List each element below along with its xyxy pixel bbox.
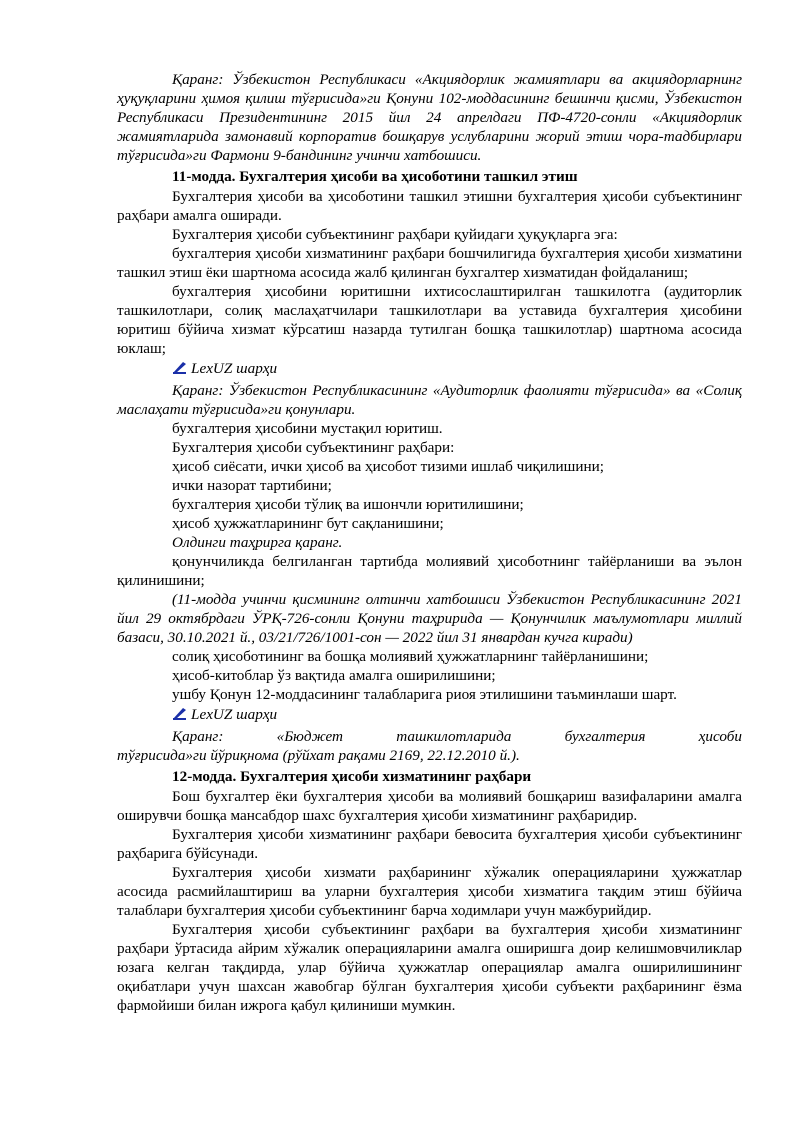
lexuz-comment-label: LexUZ шарҳи xyxy=(191,360,278,377)
article-11-p14: ушбу Қонун 12-моддасининг талабларига риоя этилишини таъминлаши шарт. xyxy=(172,686,677,703)
lexuz-comment-link-2[interactable] xyxy=(117,705,742,725)
note-reference-4-line2: тўғрисида»ги йўриқнома (рўйхат рақами 2169, 22.12.2010 й.). xyxy=(117,747,520,764)
lexuz-pen-icon xyxy=(172,706,187,725)
article-11-p1: Бухгалтерия ҳисоби ва ҳисоботини ташкил этишни бухгалтерия ҳисоби субъектининг раҳбари амалга оширади. xyxy=(117,188,742,224)
note-reference-4-line1: Қаранг: «Бюджет ташкилотларида бухгалтерия ҳисоби xyxy=(172,728,742,745)
amendment-note: (11-модда учинчи қисмининг олтинчи хатбошиси Ўзбекистон Республикасининг 2021 йил 29 октябрдаги ЎРҚ-726-сонли Қонуни таҳририда — Қонунчилик маълумотлари миллий базаси, 30.10.2021 й., 03/21/726/1001-сон — 2022 йил 31 январдан кучга киради) xyxy=(117,591,742,646)
lexuz-comment-link-1[interactable] xyxy=(117,359,742,379)
article-12-p1: Бош бухгалтер ёки бухгалтерия ҳисоби ва молиявий бошқариш вазифаларини амалга оширувчи бошқа мансабдор шахс бухгалтерия ҳисоби хизматининг раҳбаридир. xyxy=(117,788,742,824)
article-11-p8: ички назорат тартибини; xyxy=(172,477,332,494)
article-11-p12: солиқ ҳисоботининг ва бошқа молиявий ҳужжатларнинг тайёрланишини; xyxy=(172,648,649,665)
lexuz-pen-icon xyxy=(172,360,187,379)
note-reference-1: Қаранг: Ўзбекистон Республикаси «Акциядорлик жамиятлари ва акциядорларнинг ҳуқуқларини ҳимоя қилиш тўғрисида»ги Қонуни 102-моддасининг бешинчи қисми, Ўзбекистон Республикаси Президентининг 2015 йил 24 апрелдаги ПФ-4720-сонли «Акциядорлик жамиятларида замонавий корпоратив бошқарув услубларини жорий этиш чора-тадбирлари тўғрисида»ги Фармони 9-бандининг учинчи хатбошиси. xyxy=(117,71,742,164)
article-12-p2: Бухгалтерия ҳисоби хизматининг раҳбари бевосита бухгалтерия ҳисоби субъектининг раҳбарига бўйсунади. xyxy=(117,826,742,862)
article-11-p3: бухгалтерия ҳисоби хизматининг раҳбари бошчилигида бухгалтерия ҳисоби хизматини ташкил этиш ёки шартнома асосида жалб қилинган бухгалтер хизматидан фойдаланиш; xyxy=(117,245,742,281)
article-11-p6: Бухгалтерия ҳисоби субъектининг раҳбари: xyxy=(172,439,455,456)
article-11-p2: Бухгалтерия ҳисоби субъектининг раҳбари қуйидаги ҳуқуқларга эга: xyxy=(172,226,618,243)
article-12-p3: Бухгалтерия ҳисоби хизмати раҳбарининг хўжалик операцияларини ҳужжатлар асосида расмийлаштириш ва уларни бухгалтерия ҳисоби хизматига тақдим этиш бўйича талаблари бухгалтерия ҳисоби субъектининг барча ходимлари учун мажбурийдир. xyxy=(117,864,742,919)
article-11-p10: ҳисоб ҳужжатларининг бут сақланишини; xyxy=(172,515,444,532)
article-12-heading: 12-модда. Бухгалтерия ҳисоби хизматининг раҳбари xyxy=(172,768,532,785)
article-11-p7: ҳисоб сиёсати, ички ҳисоб ва ҳисобот тизими ишлаб чиқилишини; xyxy=(172,458,604,475)
article-11-p4: бухгалтерия ҳисобини юритишни ихтисослаштирилган ташкилотга (аудиторлик ташкилотлари, солиқ маслаҳатчилари ташкилотлари ва уставида бухгалтерия ҳисобини юритиш бўйича хизмат кўрсатиш назарда тутилган бошқа ташкилотлар) шартнома асосида юклаш; xyxy=(117,283,742,357)
article-11-p13: ҳисоб-китоблар ўз вақтида амалга оширилишини; xyxy=(172,667,496,684)
article-11-p5: бухгалтерия ҳисобини мустақил юритиш. xyxy=(172,420,443,437)
note-reference-2: Қаранг: Ўзбекистон Республикасининг «Аудиторлик фаолияти тўғрисида» ва «Солиқ маслаҳати тўғрисида»ги қонунлари. xyxy=(117,382,742,418)
article-11-heading: 11-модда. Бухгалтерия ҳисоби ва ҳисоботини ташкил этиш xyxy=(172,168,578,185)
previous-edition-link[interactable]: Олдинги таҳрирга қаранг. xyxy=(172,534,343,551)
article-12-p4: Бухгалтерия ҳисоби субъектининг раҳбари ва бухгалтерия ҳисоби хизматининг раҳбари ўртасида айрим хўжалик операцияларини амалга оширишга доир келишмовчиликлар юзага келган тақдирда, улар бўйича ҳужжатлар операциялар амалга оширилишининг оқибатлари учун шахсан жавобгар бўлган бухгалтерия ҳисоби субъекти раҳбарининг ёзма фармойиши билан ижрога қабул қилиниши мумкин. xyxy=(117,921,742,1014)
article-11-p9: бухгалтерия ҳисоби тўлиқ ва ишончли юритилишини; xyxy=(172,496,524,513)
lexuz-comment-label: LexUZ шарҳи xyxy=(191,706,278,723)
document-page xyxy=(117,70,742,1015)
article-11-p11: қонунчиликда белгиланган тартибда молиявий ҳисоботнинг тайёрланиши ва эълон қилинишини; xyxy=(117,553,742,589)
